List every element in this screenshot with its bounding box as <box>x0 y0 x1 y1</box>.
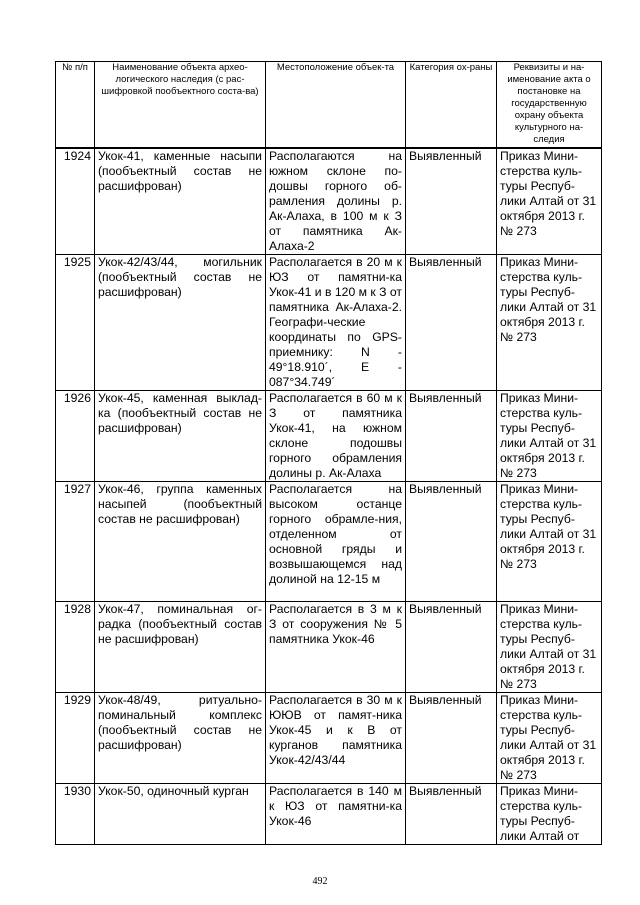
row-number: 1928 <box>56 602 95 693</box>
object-name: Укок-48/49, ритуально-поминальный комплекс (пообъектный состав не расшифрован) <box>95 693 266 784</box>
object-location: Располагается на высоком останце горного обрамле-ния, отделенном от основной гряды и возвышающемся над долиной на 12-15 м <box>266 482 406 602</box>
act-details: Приказ Мини-стерства куль-туры Респуб-лики Алтай от 31 октября 2013 г. № 273 <box>497 693 602 784</box>
protection-category: Выявленный <box>406 784 497 845</box>
table-row <box>56 255 602 391</box>
header-location: Местоположение объек-та <box>266 62 406 149</box>
header-protection-category: Категория ох-раны <box>406 62 497 149</box>
object-location: Располагается в 30 м к ЮЮВ от памят-ника Укок-45 и к В от курганов памятника Укок-42/43/44 <box>266 693 406 784</box>
heritage-registry-table <box>55 61 602 845</box>
header-act-details: Реквизиты и на-именование акта о постановке на государственную охрану объекта культурного на-следия <box>497 62 602 149</box>
act-details: Приказ Мини-стерства куль-туры Респуб-лики Алтай от 31 октября 2013 г. № 273 <box>497 391 602 482</box>
object-location: Располагается в 3 м к З от сооружения № 5 памятника Укок-46 <box>266 602 406 693</box>
object-location: Располагается в 20 м к ЮЗ от памятни-ка Укок-41 и в 120 м к З от памятника Ак-Алаха-2. Географи-ческие координаты по GPS-приемнику: N - 49°18.910´, E - 087°34.749´ <box>266 255 406 391</box>
row-number: 1927 <box>56 482 95 602</box>
row-number: 1929 <box>56 693 95 784</box>
protection-category: Выявленный <box>406 482 497 602</box>
object-location: Располагается в 140 м к ЮЗ от памятни-ка Укок-46 <box>266 784 406 845</box>
row-number: 1926 <box>56 391 95 482</box>
table-row <box>56 148 602 255</box>
table-row <box>56 602 602 693</box>
protection-category: Выявленный <box>406 255 497 391</box>
table-row <box>56 482 602 602</box>
object-name: Укок-47, поминальная ог-радка (пообъектный состав не расшифрован) <box>95 602 266 693</box>
protection-category: Выявленный <box>406 602 497 693</box>
table-header-row <box>56 62 602 149</box>
protection-category: Выявленный <box>406 148 497 255</box>
act-details: Приказ Мини-стерства куль-туры Респуб-лики Алтай от 31 октября 2013 г. № 273 <box>497 255 602 391</box>
object-name: Укок-42/43/44, могильник (пообъектный состав не расшифрован) <box>95 255 266 391</box>
page-number: 492 <box>312 876 328 887</box>
header-number: № п/п <box>56 62 95 149</box>
protection-category: Выявленный <box>406 391 497 482</box>
object-location: Располагаются на южном склоне по-дошвы горного об-рамления долины р. Ак-Алаха, в 100 м к З от памятника Ак-Алаха-2 <box>266 148 406 255</box>
object-location: Располагается в 60 м к З от памятника Укок-41, на южном склоне подошвы горного обрамления долины р. Ак-Алаха <box>266 391 406 482</box>
object-name: Укок-46, группа каменных насыпей (пообъектный состав не расшифрован) <box>95 482 266 602</box>
act-details: Приказ Мини-стерства куль-туры Респуб-лики Алтай от 31 октября 2013 г. № 273 <box>497 482 602 602</box>
table-row <box>56 391 602 482</box>
row-number: 1930 <box>56 784 95 845</box>
object-name: Укок-41, каменные насыпи (пообъектный состав не расшифрован) <box>95 148 266 255</box>
row-number: 1925 <box>56 255 95 391</box>
table-row <box>56 784 602 845</box>
protection-category: Выявленный <box>406 693 497 784</box>
act-details: Приказ Мини-стерства куль-туры Респуб-лики Алтай от <box>497 784 602 845</box>
row-number: 1924 <box>56 148 95 255</box>
object-name: Укок-45, каменная выклад-ка (пообъектный состав не расшифрован) <box>95 391 266 482</box>
header-object-name: Наименование объекта архео-логического наследия (с рас-шифровкой пообъектного соста-ва) <box>95 62 266 149</box>
object-name: Укок-50, одиночный курган <box>95 784 266 845</box>
act-details: Приказ Мини-стерства куль-туры Респуб-лики Алтай от 31 октября 2013 г. № 273 <box>497 148 602 255</box>
table-row <box>56 693 602 784</box>
act-details: Приказ Мини-стерства куль-туры Респуб-лики Алтай от 31 октября 2013 г. № 273 <box>497 602 602 693</box>
